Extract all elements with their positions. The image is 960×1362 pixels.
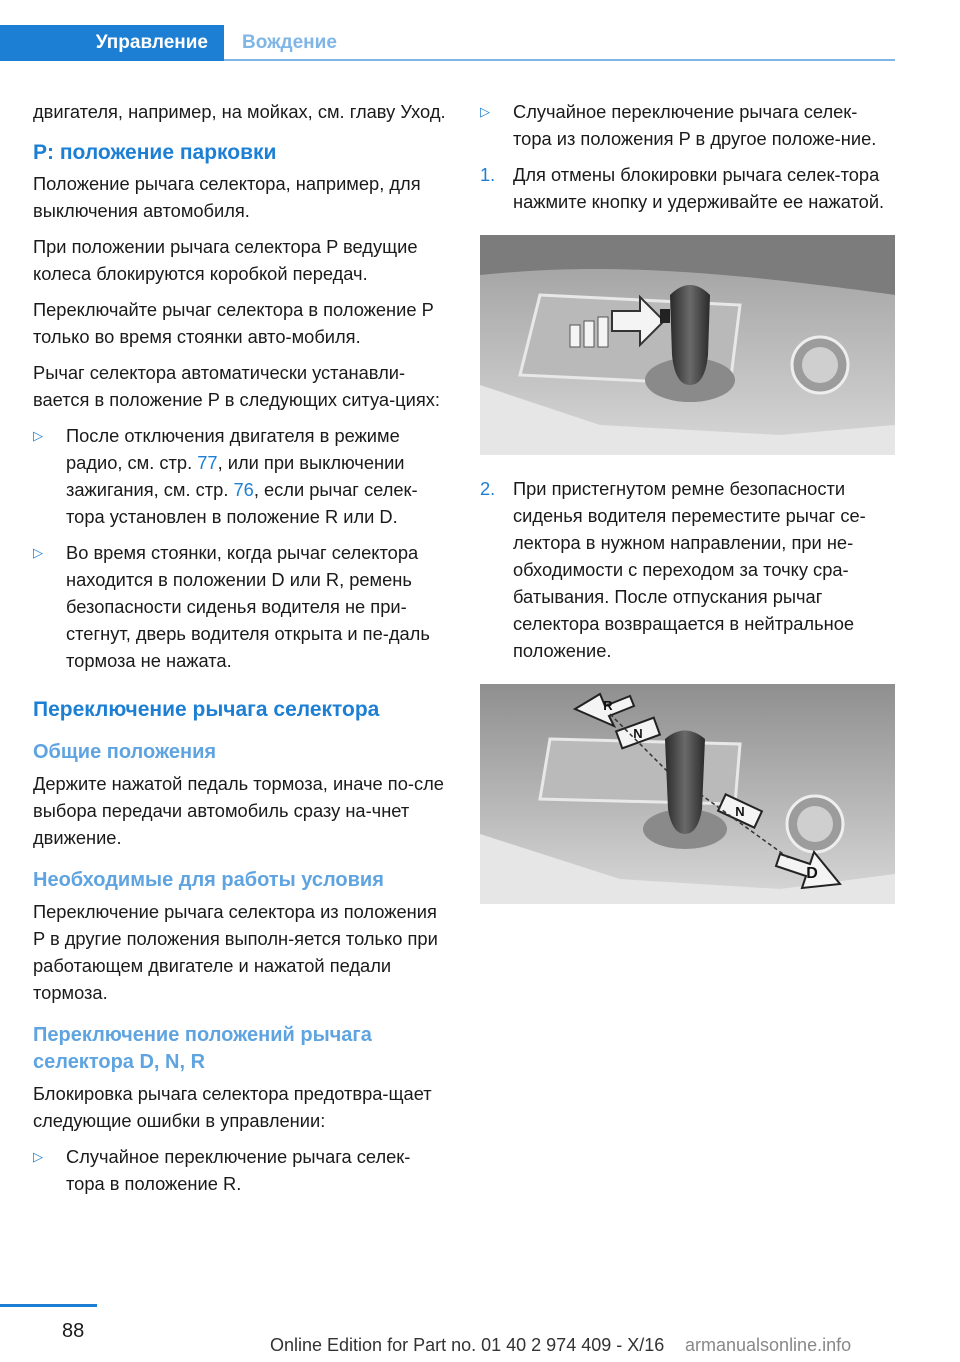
list-item [33, 422, 448, 530]
figure-unlock-button [480, 235, 895, 455]
page-number: 88 [62, 1320, 85, 1342]
paragraph: Переключайте рычаг селектора в положение P только во время стоянки авто‐мобиля. [33, 299, 434, 347]
list-item [33, 1143, 448, 1197]
list-item [33, 539, 448, 674]
bullet-text: , если рычаг селек‐тора установлен в положение R или D. [66, 479, 418, 527]
paragraph: Блокировка рычага селектора предотвра‐щает следующие ошибки в управлении: [33, 1083, 432, 1131]
tab-control[interactable]: Управление [0, 25, 224, 61]
paragraph: Положение рычага селектора, например, для выключения автомобиля. [33, 173, 421, 221]
bullet-text: Во время стоянки, когда рычаг селектора находится в положении D или R, ремень безопасности сиденья водителя не при‐стегнут, дверь водителя открыта и пе‐даль тормоза не нажата. [66, 542, 430, 671]
heading-switch: Переключение рычага селектора [33, 698, 380, 721]
step-text: Для отмены блокировки рычага селек‐тора нажмите кнопку и удерживайте ее нажатой. [513, 164, 885, 212]
paragraph: двигателя, например, на мойках, см. главу Уход. [33, 101, 446, 122]
paragraph: Рычаг селектора автоматически устанавли‐вается в положение P в следующих ситуа‐циях: [33, 362, 440, 410]
header-tabs [0, 25, 895, 61]
label-n-upper: N [633, 726, 643, 741]
left-column [33, 98, 448, 1206]
gear-selector-illustration [480, 235, 895, 455]
paragraph: При положении рычага селектора P ведущие колеса блокируются коробкой передач. [33, 236, 418, 284]
bullet-arrow-icon: ▷ [480, 104, 490, 119]
edition-note: Online Edition for Part no. 01 40 2 974 409 - X/16 [270, 1335, 665, 1355]
bullet-text: Случайное переключение рычага селек‐тора в положение R. [66, 1146, 411, 1194]
bullet-text: Случайное переключение рычага селек‐тора из положения P в другое положе‐ние. [513, 101, 877, 149]
bullet-text: После отключения двигателя в режиме радио, см. стр. [66, 425, 400, 473]
label-r: R [603, 698, 613, 713]
heading-park: P: положение парковки [33, 141, 277, 164]
bullet-arrow-icon: ▷ [33, 545, 43, 560]
right-column [480, 98, 895, 924]
label-d: D [806, 865, 818, 882]
tab-driving[interactable]: Вождение [242, 32, 337, 53]
step-number: 1. [480, 164, 496, 185]
step-2 [480, 475, 895, 664]
header-rule [224, 59, 895, 61]
list-item [480, 98, 895, 152]
paragraph: Переключение рычага селектора из положения P в другие положения выполн‐яется только при работающем двигателе и нажатой педали тормоза. [33, 901, 438, 1003]
heading-dnr: Переключение положений рычага селектора D, N, R [33, 1024, 372, 1073]
footer-rule [0, 1304, 97, 1307]
bullet-arrow-icon: ▷ [33, 428, 43, 443]
label-n-lower: N [735, 804, 745, 819]
figure-shift-directions [480, 684, 895, 904]
heading-general: Общие положения [33, 741, 217, 763]
bullet-arrow-icon: ▷ [33, 1149, 43, 1164]
page-link-77[interactable]: 77 [197, 452, 218, 473]
paragraph: Держите нажатой педаль тормоза, иначе по‐сле выбора передачи автомобиль сразу на‐чнет движение. [33, 773, 444, 848]
step-1 [480, 161, 895, 215]
bullet-text: , или при выключении зажигания, см. стр. [66, 452, 405, 500]
step-number: 2. [480, 478, 496, 499]
gear-directions-illustration [480, 684, 895, 904]
watermark: armanualsonline.info [685, 1335, 852, 1355]
page-link-76[interactable]: 76 [233, 479, 254, 500]
step-text: При пристегнутом ремне безопасности сиденья водителя переместите рычаг се‐лектора в нужном направлении, при не‐обходимости с переходом за точку сра‐батывания. После отпускания рычаг селектора возвращается в нейтральное положение. [513, 478, 866, 661]
heading-conditions: Необходимые для работы условия [33, 869, 384, 891]
